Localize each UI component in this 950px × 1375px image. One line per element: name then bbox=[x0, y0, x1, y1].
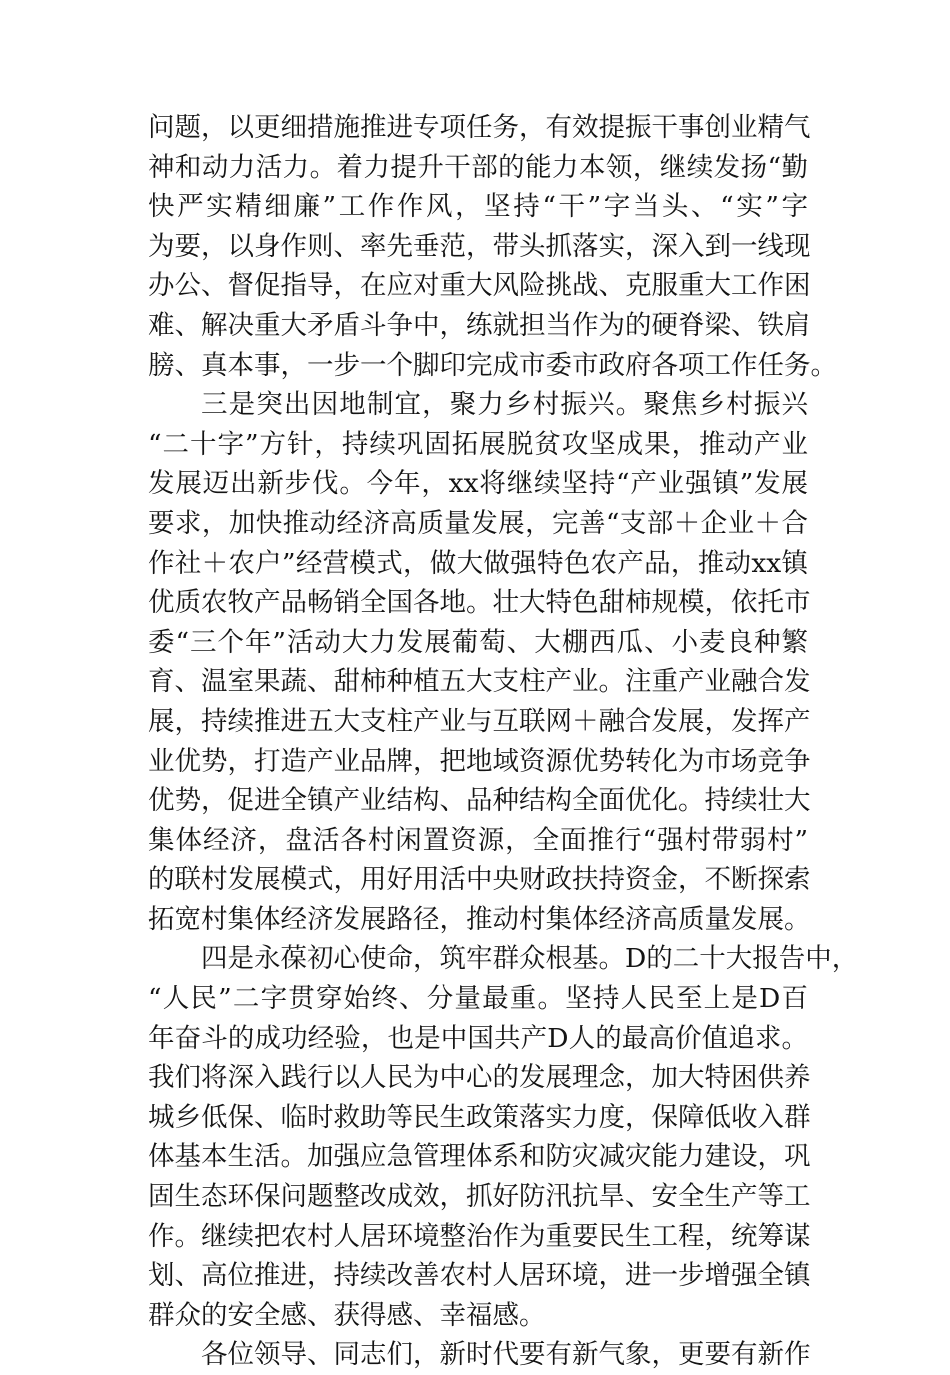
text-line: “二十字”方针，持续巩固拓展脱贫攻坚成果，推动产业 bbox=[148, 428, 808, 460]
text-line: 为要，以身作则、率先垂范，带头抓落实，深入到一线现 bbox=[148, 230, 811, 262]
text-line: 作。继续把农村人居环境整治作为重要民生工程，统筹谋 bbox=[148, 1220, 811, 1252]
text-line: 发展迈出新步伐。今年，xx将继续坚持“产业强镇”发展 bbox=[148, 468, 808, 500]
section-heading-line: 四是永葆初心使命，筑牢群众根基。D的二十大报告中， bbox=[201, 943, 859, 975]
text-line: 育、温室果蔬、甜柿种植五大支柱产业。注重产业融合发 bbox=[148, 666, 811, 698]
text-line: 作社＋农户”经营模式，做大做强特色农产品，推动xx镇 bbox=[148, 547, 808, 579]
text-line: 群众的安全感、获得感、幸福感。 bbox=[148, 1299, 546, 1331]
text-line: 要求，加快推动经济高质量发展，完善“支部＋企业＋合 bbox=[148, 507, 808, 539]
document-body bbox=[148, 108, 859, 1375]
text-line: 委“三个年”活动大力发展葡萄、大棚西瓜、小麦良种繁 bbox=[148, 626, 808, 658]
text-line: 拓宽村集体经济发展路径，推动村集体经济高质量发展。 bbox=[148, 903, 811, 935]
text-line: 体基本生活。加强应急管理体系和防灾减灾能力建设，巩 bbox=[148, 1141, 811, 1173]
text-line: 优势，促进全镇产业结构、品种结构全面优化。持续壮大 bbox=[148, 785, 811, 817]
text-line: 集体经济，盘活各村闲置资源，全面推行“强村带弱村” bbox=[148, 824, 808, 856]
text-line: 难、解决重大矛盾斗争中，练就担当作为的硬脊梁、铁肩 bbox=[148, 309, 811, 341]
text-line: 问题，以更细措施推进专项任务，有效提振干事创业精气 bbox=[148, 112, 811, 143]
text-line: 年奋斗的成功经验，也是中国共产D人的最高价值追求。 bbox=[148, 1022, 808, 1054]
text-line: “人民”二字贯穿始终、分量最重。坚持人民至上是D百 bbox=[148, 983, 808, 1015]
text-line: 我们将深入践行以人民为中心的发展理念，加大特困供养 bbox=[148, 1062, 811, 1094]
text-line: 办公、督促指导，在应对重大风险挑战、克服重大工作困 bbox=[148, 270, 811, 302]
text-line: 优质农牧产品畅销全国各地。壮大特色甜柿规模，依托市 bbox=[148, 587, 811, 619]
text-line: 各位领导、同志们，新时代要有新气象，更要有新作 bbox=[201, 1339, 811, 1371]
section-heading-line: 三是突出因地制宜，聚力乡村振兴。聚焦乡村振兴 bbox=[201, 389, 808, 421]
text-line: 神和动力活力。着力提升干部的能力本领，继续发扬“勤 bbox=[148, 151, 808, 183]
text-line: 快严实精细廉”工作作风，坚持“干”字当头、“实”字 bbox=[148, 191, 808, 223]
text-line: 膀、真本事，一步一个脚印完成市委市政府各项工作任务。 bbox=[148, 349, 837, 381]
text-line: 业优势，打造产业品牌，把地域资源优势转化为市场竞争 bbox=[148, 745, 811, 777]
text-line: 的联村发展模式，用好用活中央财政扶持资金，不断探索 bbox=[148, 864, 811, 896]
text-line: 城乡低保、临时救助等民生政策落实力度，保障低收入群 bbox=[148, 1101, 811, 1133]
text-line: 展，持续推进五大支柱产业与互联网＋融合发展，发挥产 bbox=[148, 705, 811, 737]
text-line: 固生态环保问题整改成效，抓好防汛抗旱、安全生产等工 bbox=[148, 1181, 811, 1213]
text-line: 划、高位推进，持续改善农村人居环境，进一步增强全镇 bbox=[148, 1260, 811, 1292]
